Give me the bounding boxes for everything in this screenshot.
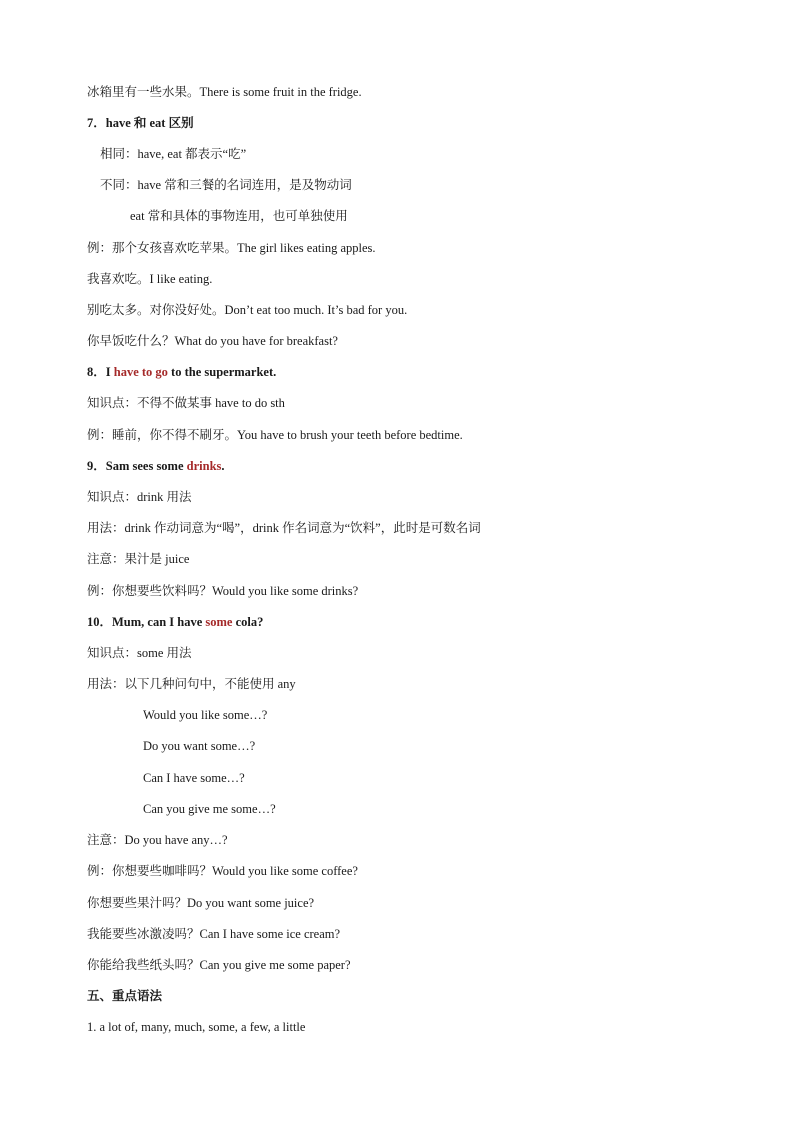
text-line: 1. a lot of, many, much, some, a few, a little	[87, 1020, 306, 1034]
text-line: 例：你想要些咖啡吗？Would you like some coffee?	[87, 864, 358, 878]
text-line: 我喜欢吃。I like eating.	[87, 272, 213, 286]
text-line: 注意：果汁是 juice	[87, 552, 190, 566]
text-line: 你想要些果汁吗？Do you want some juice?	[87, 896, 315, 910]
section-heading: 7．have 和 eat 区别	[87, 116, 194, 130]
section-heading	[87, 458, 225, 474]
text-line: 注意：Do you have any…?	[87, 833, 228, 847]
text-line: 我能要些冰激凌吗？Can I have some ice cream?	[87, 927, 341, 941]
heading-text: 10．Mum, can I have	[87, 615, 206, 629]
text-line: eat 常和具体的事物连用，也可单独使用	[130, 209, 348, 223]
heading-text: 8．I	[87, 365, 114, 379]
heading-text: cola?	[232, 615, 264, 629]
highlighted-phrase: drinks	[186, 459, 222, 473]
example-question: Would you like some…?	[143, 708, 268, 722]
highlighted-phrase: some	[205, 615, 233, 629]
section-heading: 五、重点语法	[87, 989, 163, 1003]
highlighted-phrase: have to go	[113, 365, 168, 379]
text-line: 知识点：some 用法	[87, 646, 192, 660]
text-line: 你早饭吃什么？What do you have for breakfast?	[87, 334, 338, 348]
text-line: 用法：以下几种问句中，不能使用 any	[87, 677, 296, 691]
text-line: 知识点：不得不做某事 have to do sth	[87, 396, 285, 410]
heading-text: 9．Sam sees some	[87, 459, 187, 473]
text-line: 知识点：drink 用法	[87, 490, 192, 504]
heading-text: .	[221, 459, 225, 473]
text-line: 用法：drink 作动词意为“喝”，drink 作名词意为“饮料”，此时是可数名词	[87, 521, 481, 535]
text-line: 别吃太多。对你没好处。Don’t eat too much. It’s bad for you.	[87, 303, 408, 317]
text-line: 不同：have 常和三餐的名词连用，是及物动词	[100, 178, 352, 192]
text-line: 你能给我些纸头吗？Can you give me some paper?	[87, 958, 351, 972]
text-line: 冰箱里有一些水果。There is some fruit in the fridge.	[87, 85, 362, 99]
heading-text: to the supermarket.	[167, 365, 277, 379]
example-question: Do you want some…?	[143, 739, 256, 753]
section-heading	[87, 364, 276, 380]
example-question: Can I have some…?	[143, 771, 245, 785]
text-line: 例：那个女孩喜欢吃苹果。The girl likes eating apples.	[87, 241, 376, 255]
text-line: 例：你想要些饮料吗？Would you like some drinks?	[87, 584, 359, 598]
section-heading	[87, 614, 263, 630]
example-question: Can you give me some…?	[143, 802, 276, 816]
text-line: 例：睡前，你不得不刷牙。You have to brush your teeth before bedtime.	[87, 428, 463, 442]
text-line: 相同：have, eat 都表示“吃”	[100, 147, 247, 161]
